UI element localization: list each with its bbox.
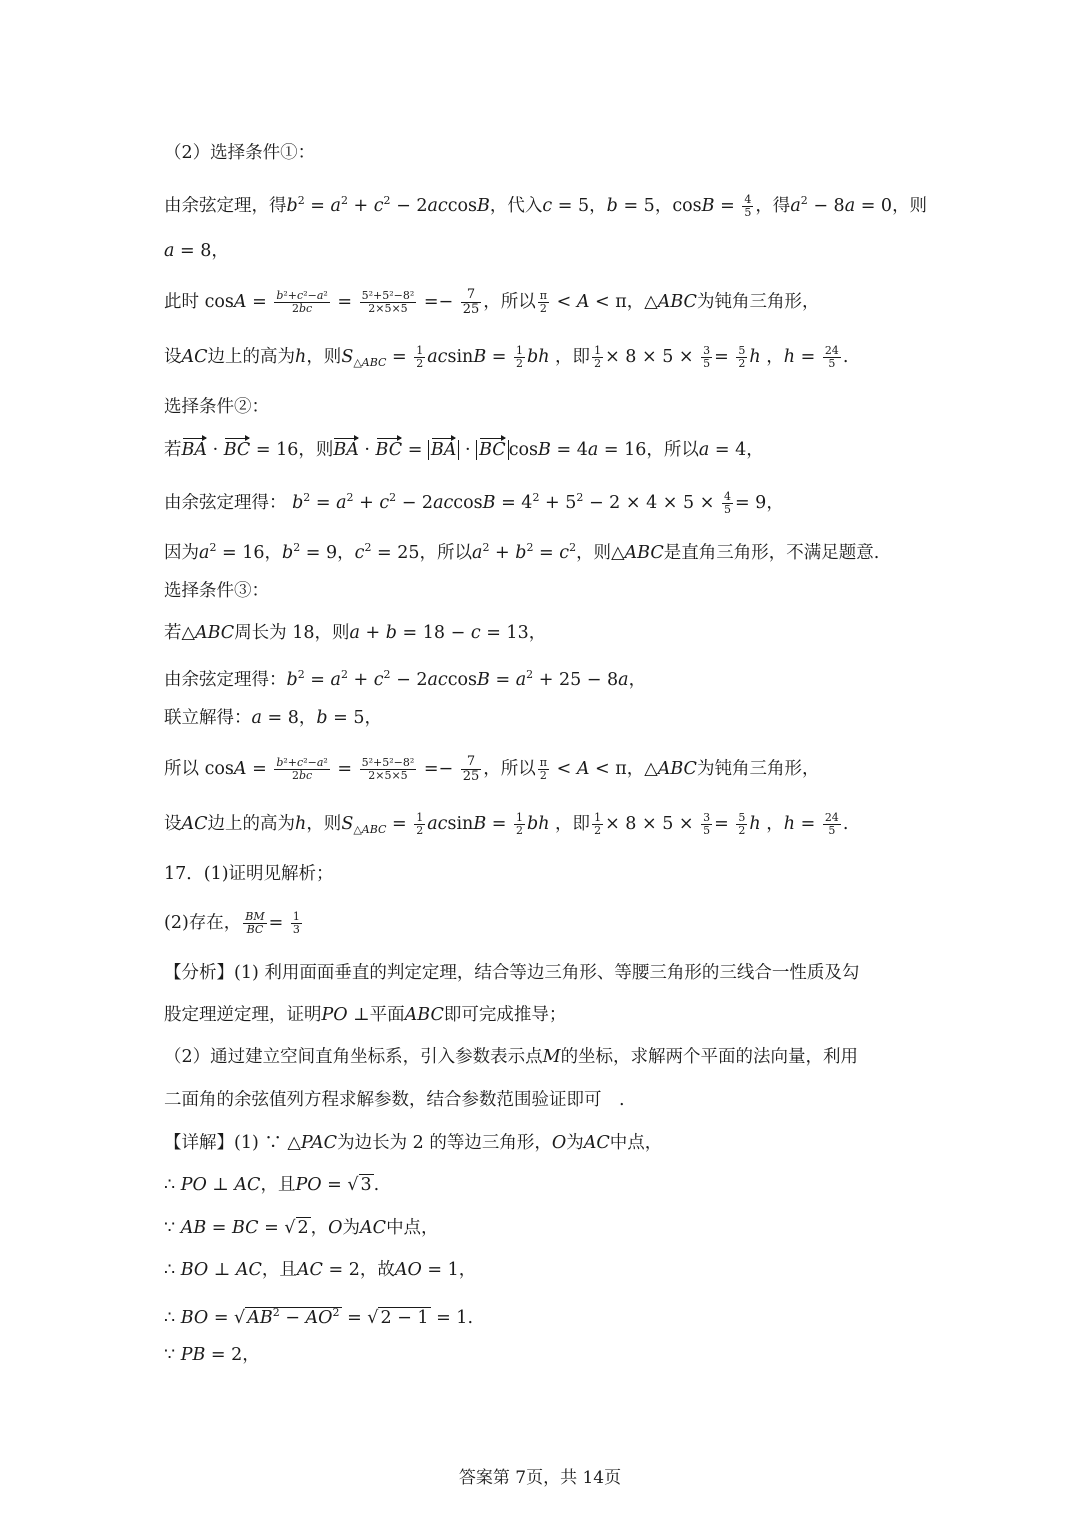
text: ，所以 — [419, 543, 473, 563]
text: 即可完成推导； — [443, 1005, 567, 1025]
text: （2）通过建立空间直角坐标系，引入参数表示点 — [164, 1047, 543, 1067]
page-footer — [0, 1463, 1080, 1488]
text: ，所以 — [483, 292, 536, 312]
text: ， — [760, 347, 784, 367]
text: ， — [242, 1345, 260, 1365]
text: ， — [628, 670, 647, 690]
solve-line: 联立解得：a = 8，b = 5， — [164, 708, 383, 728]
perimeter-line: 若△ABC周长为 18，则a + b = 18 − c = 13， — [164, 623, 547, 643]
detail-line-1: 【详解】(1) ∵ △PAC为边长为 2 的等边三角形，O为AC中点， — [164, 1133, 663, 1153]
text: ， — [626, 292, 645, 312]
text: ，所以 — [483, 759, 536, 779]
condition-3-heading — [164, 578, 269, 604]
analysis-line-1 — [164, 960, 859, 986]
text: ，则 — [306, 347, 342, 367]
q17-part1-answer — [164, 861, 334, 887]
text: 股定理逆定理，证明 — [164, 1005, 322, 1025]
text: （2）选择条件①： — [164, 143, 316, 163]
text: 为 — [566, 1133, 584, 1153]
text: ， — [654, 196, 673, 216]
text: 由余弦定理得： — [164, 670, 287, 690]
text: ，则 — [892, 196, 928, 216]
text: ，得 — [755, 196, 791, 216]
text: 若 — [164, 623, 182, 643]
text: ∴ — [164, 1260, 181, 1280]
text: ， — [310, 1218, 329, 1238]
q17-part2-answer: (2)存在， $\frac{BM}{BC}$ = $\frac{1}{3}$ — [164, 910, 300, 936]
text: ， — [760, 814, 784, 834]
text: 为钝角三角形， — [696, 759, 820, 779]
text: 若 — [164, 440, 182, 460]
text: 17．(1)证明见解析； — [164, 864, 334, 884]
text: 由余弦定理，得 — [164, 196, 287, 216]
text: ， — [528, 623, 547, 643]
cosine-law-line: 由余弦定理，得$b^2 = a^2 + c^2 - 2accosB$，代入c = 5，b = 5，cosB = $\frac{4}{5}$ ，得$a^2 - 8a = 0$，则 — [164, 193, 928, 219]
text: ， — [589, 196, 607, 216]
text: ，且 — [261, 1260, 297, 1280]
text: ， — [337, 543, 355, 563]
text: 设 — [164, 814, 182, 834]
text: ，且 — [260, 1175, 296, 1195]
height-line-2: 设AC边上的高为h，则$S_{\triangle ABC}$ = $\frac{1}{2}$ acsinB = $\frac{1}{2}$ bh ，即 $\frac{1}{2}$ × 8 × 5 × $\frac{3}{5}$ = $\frac{5}{2}$ h ，h = $\frac{24}{5}$ . — [164, 811, 849, 837]
text: 所以 — [164, 759, 205, 779]
text: 边上的高为 — [207, 814, 296, 834]
text: 为钝角三角形， — [696, 292, 820, 312]
text: 因为 — [164, 543, 199, 563]
cosA-line-2: 所以 cosA = $\frac{\text{b²+c²−a²}}{2bc}$ = $\frac{\text{5²+5²−8²}}{2\times 5\times 5}$ =− $\frac{7}{25}$ ，所以 $\frac{\pi}{2}$ < A < π，△ABC为钝角三角形， — [164, 754, 820, 784]
text: 此时 — [164, 292, 205, 312]
text: 为 — [342, 1218, 361, 1238]
text: ，即 — [549, 347, 591, 367]
text: ，即 — [549, 814, 591, 834]
detail-line-5: ∴ BO = √ $AB^2 - AO^2$ = √ 2 − 1 = 1. — [164, 1306, 474, 1328]
text: ，则 — [576, 543, 612, 563]
text: 选择条件②： — [164, 397, 269, 417]
condition-1-heading — [164, 140, 315, 166]
text: 为边长为 2 的等边三角形， — [337, 1133, 552, 1153]
text: (2)存在， — [164, 913, 242, 933]
text: 选择条件③： — [164, 581, 269, 601]
text: ，则 — [306, 814, 342, 834]
vector-dot-line: 若BA · BC = 16，则BA · BC = BA · BC cosB = 4a = 16，所以a = 4， — [164, 437, 764, 463]
text: ∴ — [164, 1175, 181, 1195]
text: 边上的高为 — [207, 347, 296, 367]
text: ，所以 — [646, 440, 699, 460]
text: ，则 — [298, 440, 334, 460]
text: 中点， — [609, 1133, 663, 1153]
condition-2-heading — [164, 394, 269, 420]
text: 由余弦定理得： — [164, 493, 287, 513]
right-triangle-line: 因为$a^2 = 16$，$b^2 = 9$，$c^2 = 25$，所以$a^2 + b^2 = c^2$，则△ABC是直角三角形，不满足题意. — [164, 541, 880, 563]
cosine-law-line-2: 由余弦定理得： $b^2 = a^2 + c^2 - 2accosB = 4^2 + 5^2 - 2 \times 4 \times 5$ × $\frac{4}{5}$ = 9， — [164, 490, 784, 516]
text: ∵ — [164, 1218, 181, 1238]
text: ， — [626, 759, 645, 779]
text: 【分析】(1) 利用面面垂直的判定定理，结合等边三角形、等腰三角形的三线合一性质及勾 — [164, 963, 860, 983]
detail-line-2: ∴ PO ⊥ AC，且PO = √ 3 . — [164, 1175, 380, 1195]
text: ， — [458, 1260, 477, 1280]
detail-line-3: ∵ AB = BC = √ 2 ，O为AC中点， — [164, 1218, 439, 1238]
cosA-line-1: 此时 cosA = $\frac{\text{b²+c²−a²}}{2bc}$ = $\frac{\text{5²+5²−8²}}{2\times 5\times 5}$ =− $\frac{7}{25}$ ，所以 $\frac{\pi}{2}$ < A < π，△ABC为钝角三角形， — [164, 287, 820, 317]
text: ， — [264, 543, 282, 563]
height-line-1: 设AC边上的高为h，则$S_{\triangle ABC}$ = $\frac{1}{2}$ acsinB = $\frac{1}{2}$ bh ，即 $\frac{1}{2}$ × 8 × 5 × $\frac{3}{5}$ = $\frac{5}{2}$ h ，h = $\frac{24}{5}$ . — [164, 344, 849, 370]
text: ，代入 — [489, 196, 543, 216]
text: 的坐标，求解两个平面的法向量，利用 — [560, 1047, 859, 1067]
text: 设 — [164, 347, 182, 367]
analysis-line-3: （2）通过建立空间直角坐标系，引入参数表示点M的坐标，求解两个平面的法向量，利用 — [164, 1047, 859, 1067]
text: ，故 — [359, 1260, 395, 1280]
detail-line-6: ∵ PB = 2， — [164, 1345, 260, 1365]
text: 二面角的余弦值列方程求解参数，结合参数范围验证即可 . — [164, 1090, 625, 1110]
text: 周长为 18，则 — [234, 623, 350, 643]
text: ， — [364, 708, 383, 728]
text: ， — [766, 493, 784, 513]
text: 【详解】(1) ∵ △ — [164, 1133, 301, 1153]
text: 平面 — [369, 1005, 405, 1025]
text: ， — [298, 708, 317, 728]
analysis-line-2: 股定理逆定理，证明PO ⊥平面ABC即可完成推导； — [164, 1005, 567, 1025]
page-number-label: 答案第 7页，共 14页 — [458, 1468, 622, 1488]
text: ， — [746, 440, 764, 460]
a-equals-8-line: a = 8， — [164, 241, 229, 261]
text: 联立解得： — [164, 708, 252, 728]
analysis-line-4 — [164, 1087, 625, 1113]
text: 中点， — [386, 1218, 439, 1238]
cosine-law-line-3: 由余弦定理得：$b^2 = a^2 + c^2 - 2accosB = a^2 + 25 - 8a$， — [164, 668, 647, 690]
text: ， — [211, 241, 229, 261]
text: ∵ — [164, 1345, 181, 1365]
text: 是直角三角形，不满足题意. — [663, 543, 880, 563]
text: ∴ — [164, 1308, 181, 1328]
detail-line-4: ∴ BO ⊥ AC，且AC = 2，故AO = 1， — [164, 1260, 477, 1280]
